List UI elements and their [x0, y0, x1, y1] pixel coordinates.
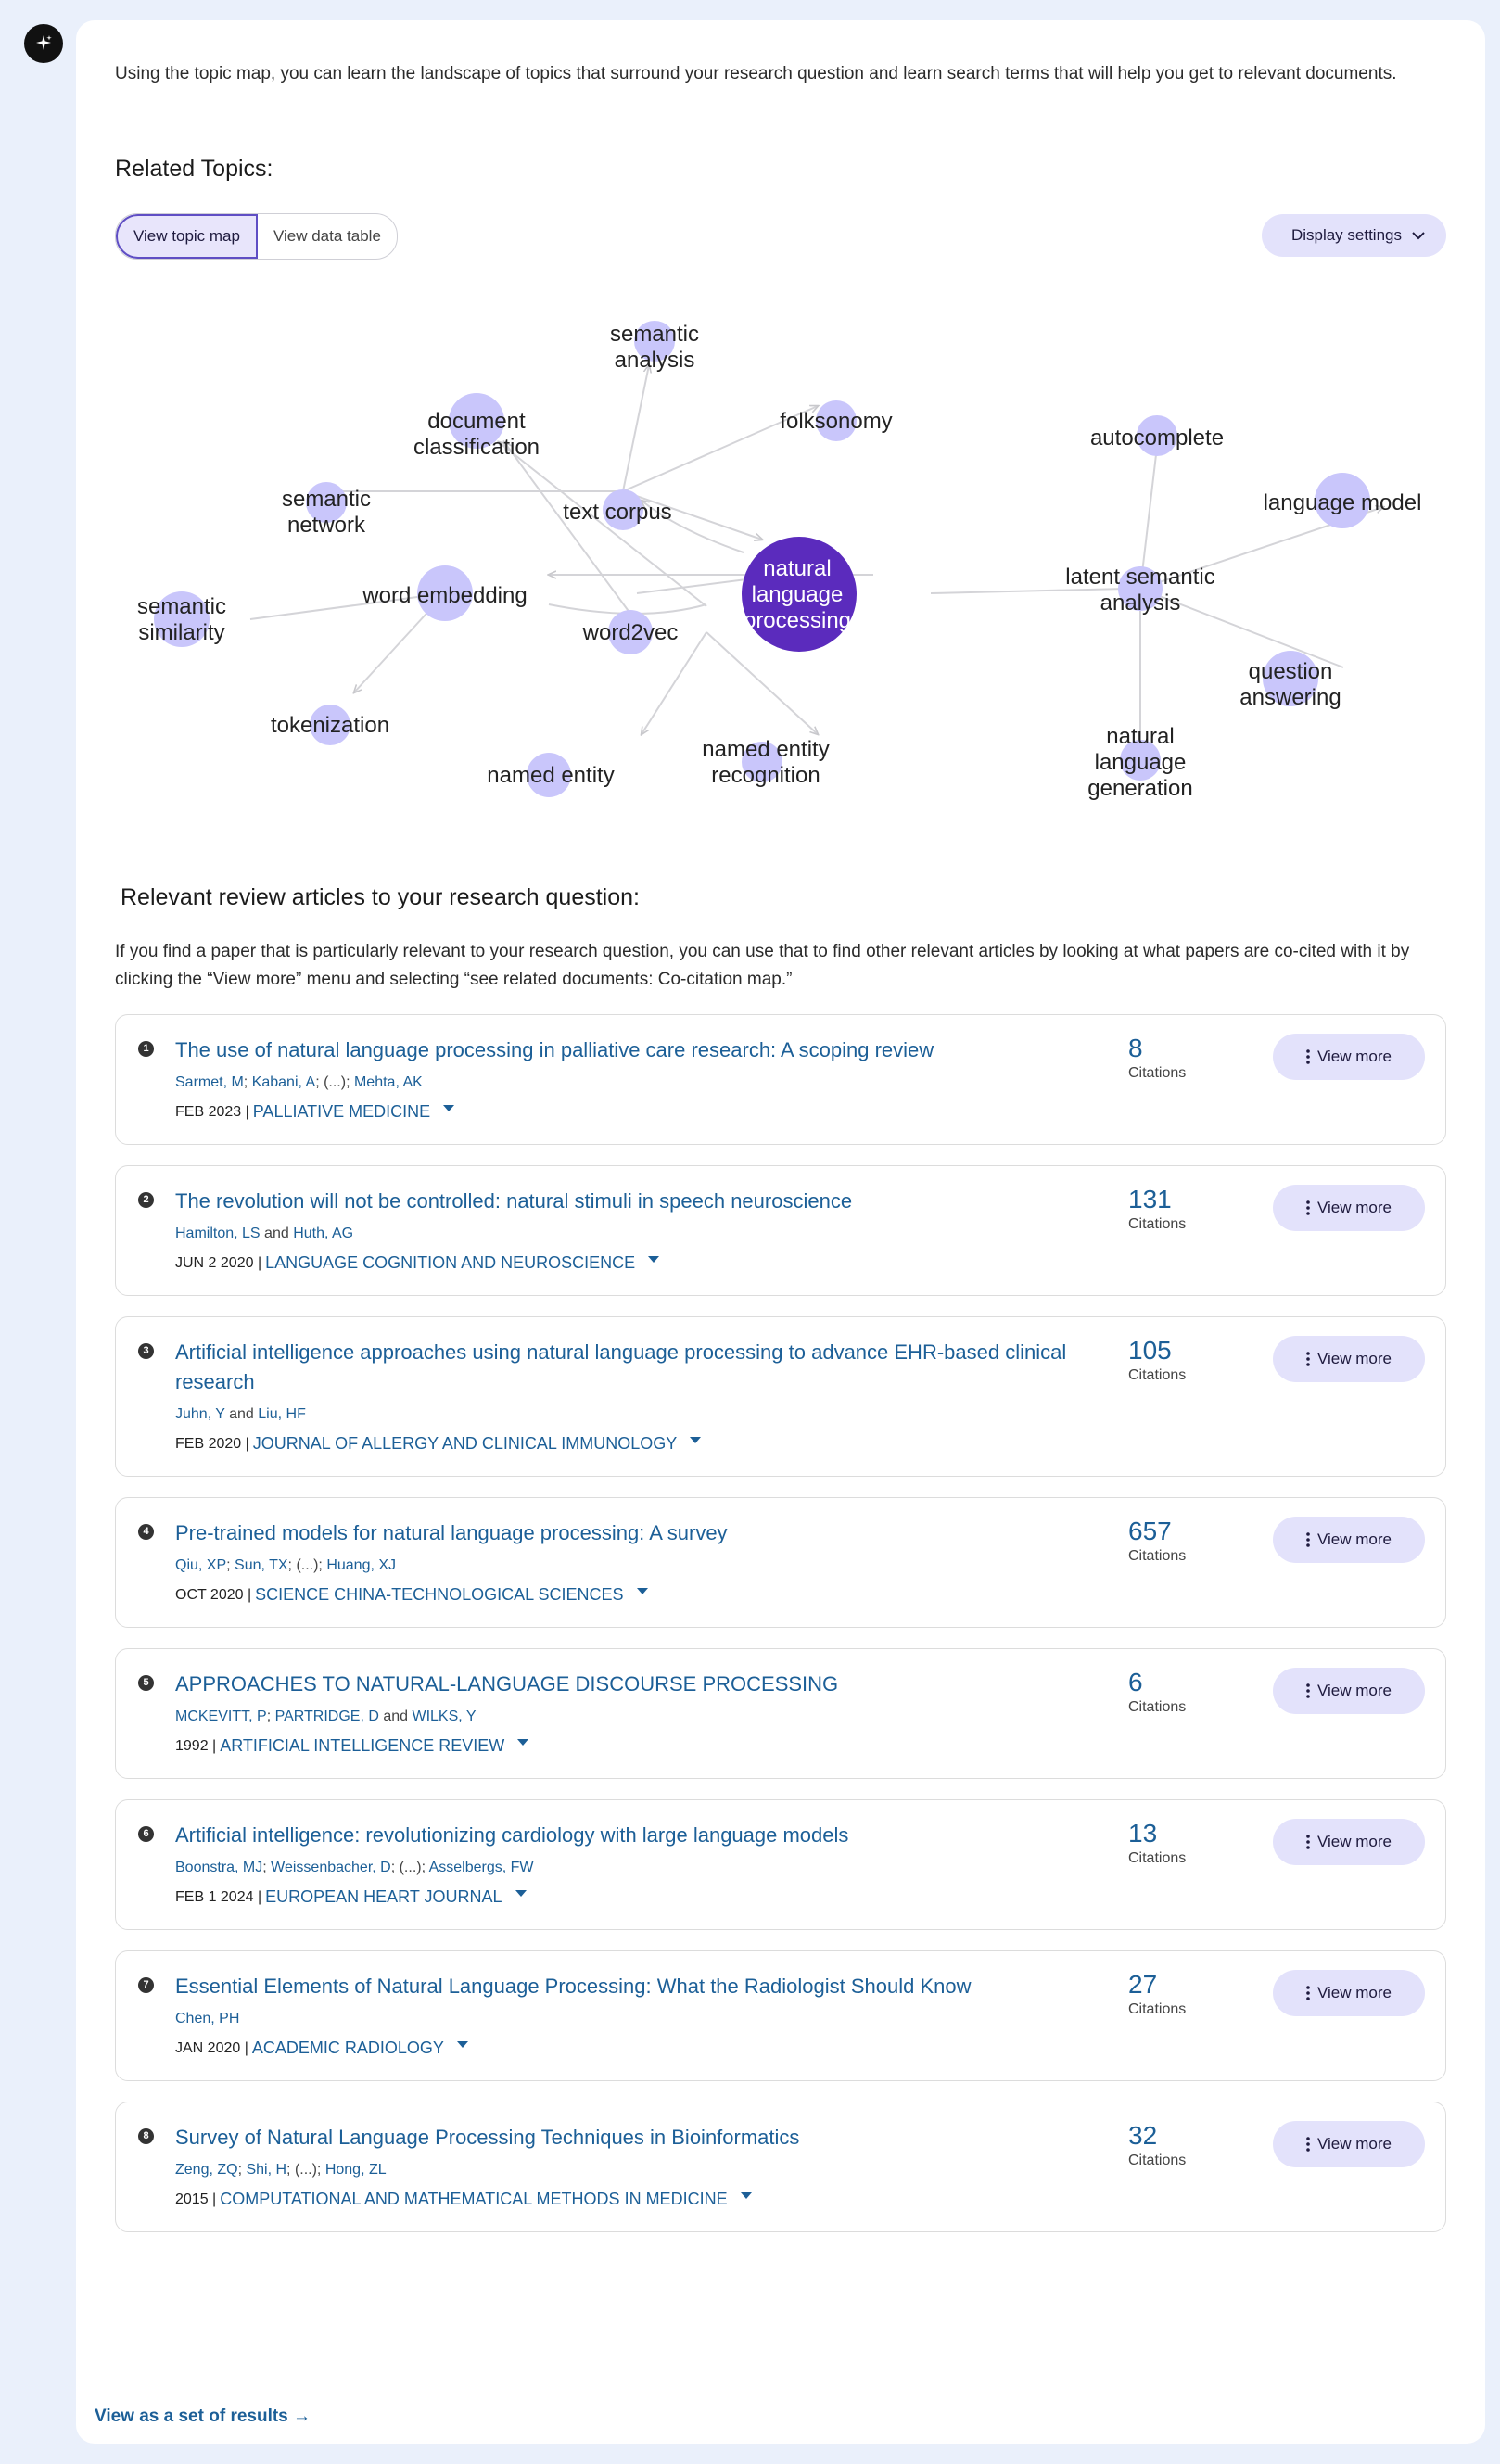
article-authors	[175, 1074, 1423, 1091]
ai-sparkle-icon[interactable]	[24, 24, 63, 63]
author-link[interactable]: Kabani, A	[251, 1074, 316, 1090]
author-link[interactable]: Zeng, ZQ	[175, 2162, 238, 2178]
author-link[interactable]: Hong, ZL	[324, 2162, 387, 2178]
topic-text-corpus[interactable]: text corpus	[563, 500, 672, 525]
article-date: 2015 |	[175, 2191, 217, 2207]
view-more-button[interactable]	[1273, 1185, 1425, 1231]
caret-down-icon[interactable]	[648, 1256, 659, 1263]
article-journal[interactable]: COMPUTATIONAL AND MATHEMATICAL METHODS IN MEDICINE	[220, 2190, 728, 2208]
topic-named-entity[interactable]: named entity	[487, 763, 615, 788]
view-more-label: View more	[1317, 2135, 1392, 2153]
article-authors	[175, 1708, 1423, 1725]
article-journal[interactable]: EUROPEAN HEART JOURNAL	[265, 1887, 502, 1906]
view-more-label: View more	[1317, 1199, 1392, 1216]
article-card	[115, 1165, 1446, 1296]
view-more-label: View more	[1317, 1350, 1392, 1367]
citation-label: Citations	[1128, 1216, 1187, 1232]
article-number: 2	[138, 1192, 154, 1208]
topic-named-entity-recognition[interactable]: named entity recognition	[702, 737, 830, 788]
view-data-table-button[interactable]: View data table	[273, 227, 381, 245]
view-more-label: View more	[1317, 1984, 1392, 2001]
author-link[interactable]: Asselbergs, FW	[428, 1860, 534, 1875]
author-separator: ; (...);	[315, 1074, 354, 1090]
topic-language-model[interactable]: language model	[1263, 490, 1422, 515]
article-citations	[1128, 1334, 1186, 1384]
article-date: 1992 |	[175, 1737, 217, 1754]
author-link[interactable]: MCKEVITT, P	[175, 1708, 267, 1724]
results-card	[76, 20, 1485, 2444]
review-articles-title: Relevant review articles to your research question:	[121, 884, 640, 910]
citation-label: Citations	[1128, 1548, 1187, 1564]
article-citations	[1128, 2119, 1186, 2169]
article-date: FEB 2020 |	[175, 1435, 249, 1452]
article-meta	[175, 1887, 1423, 1907]
article-authors	[175, 1557, 1423, 1574]
caret-down-icon[interactable]	[637, 1588, 648, 1594]
citation-count[interactable]: 105	[1128, 1336, 1172, 1365]
author-link[interactable]: Huang, XJ	[326, 1557, 397, 1573]
article-citations	[1128, 1817, 1186, 1867]
article-authors	[175, 1226, 1423, 1242]
author-link[interactable]: WILKS, Y	[412, 1708, 477, 1724]
citation-count[interactable]: 657	[1128, 1517, 1172, 1545]
author-link[interactable]: Chen, PH	[175, 2011, 240, 2026]
kebab-menu-icon	[1306, 1352, 1310, 1366]
topic-tokenization[interactable]: tokenization	[270, 713, 390, 738]
intro-text: Using the topic map, you can learn the landscape of topics that surround your research question and learn search terms that will help you get to relevant documents.	[115, 64, 1397, 83]
citation-count[interactable]: 131	[1128, 1185, 1172, 1213]
topic-semantic-analysis[interactable]: semantic analysis	[609, 322, 700, 373]
related-topics-title: Related Topics:	[115, 156, 273, 182]
view-as-set-link[interactable]: View as a set of results →	[95, 2407, 311, 2426]
article-citations	[1128, 1032, 1186, 1082]
article-title[interactable]: The revolution will not be controlled: natural stimuli in speech neuroscience	[175, 1189, 853, 1213]
article-authors	[175, 2162, 1423, 2178]
article-number: 3	[138, 1343, 154, 1359]
view-more-button[interactable]	[1273, 1819, 1425, 1865]
article-card	[115, 1316, 1446, 1477]
article-date: FEB 2023 |	[175, 1103, 249, 1120]
citation-count[interactable]: 6	[1128, 1668, 1143, 1696]
author-separator: ;	[237, 2162, 247, 2178]
article-number: 5	[138, 1675, 154, 1691]
topic-natural-language-processing[interactable]: natural language processing	[743, 556, 852, 633]
article-meta	[175, 2039, 1423, 2058]
topic-latent-semantic-analysis[interactable]: latent semantic analysis	[1065, 565, 1215, 616]
author-link[interactable]: Liu, HF	[258, 1406, 306, 1422]
article-meta	[175, 1434, 1423, 1454]
article-authors	[175, 2011, 1423, 2027]
citation-label: Citations	[1128, 1367, 1187, 1383]
article-citations	[1128, 1515, 1186, 1565]
article-number: 7	[138, 1977, 154, 1993]
caret-down-icon[interactable]	[457, 2041, 468, 2048]
author-link[interactable]: Boonstra, MJ	[175, 1860, 263, 1875]
article-title[interactable]: Artificial intelligence approaches using natural language processing to advance EHR-based clinical research	[175, 1340, 1067, 1393]
article-card	[115, 1497, 1446, 1628]
article-authors	[175, 1860, 1423, 1876]
caret-down-icon[interactable]	[517, 1739, 528, 1746]
citation-label: Citations	[1128, 2153, 1187, 2168]
view-topic-map-button[interactable]: View topic map	[116, 214, 258, 259]
topic-map[interactable]	[76, 289, 1485, 836]
view-more-button[interactable]	[1273, 1336, 1425, 1382]
kebab-menu-icon	[1306, 1683, 1310, 1698]
author-link[interactable]: Mehta, AK	[353, 1074, 423, 1090]
author-link[interactable]: Shi, H	[246, 2162, 287, 2178]
article-citations	[1128, 1183, 1186, 1233]
citation-count[interactable]: 32	[1128, 2121, 1158, 2150]
article-card	[115, 1799, 1446, 1930]
author-separator: ;	[262, 1860, 272, 1875]
article-date: JUN 2 2020 |	[175, 1254, 262, 1271]
citation-label: Citations	[1128, 1065, 1187, 1081]
article-card	[115, 1950, 1446, 2081]
chevron-down-icon	[1411, 231, 1426, 240]
author-separator: ;	[266, 1708, 275, 1724]
article-date: OCT 2020 |	[175, 1586, 252, 1603]
view-more-label: View more	[1317, 1048, 1392, 1065]
kebab-menu-icon	[1306, 1986, 1310, 2000]
author-link[interactable]: Sarmet, M	[175, 1074, 244, 1090]
topic-word-embedding[interactable]: word embedding	[362, 583, 528, 608]
article-meta	[175, 1585, 1423, 1605]
article-number: 4	[138, 1524, 154, 1540]
view-more-button[interactable]	[1273, 1517, 1425, 1563]
view-more-button[interactable]	[1273, 1668, 1425, 1714]
display-settings-label: Display settings	[1290, 226, 1402, 244]
kebab-menu-icon	[1306, 1049, 1310, 1064]
article-title[interactable]: Essential Elements of Natural Language Processing: What the Radiologist Should Know	[175, 1975, 972, 1998]
author-separator: ; (...);	[287, 1557, 327, 1573]
author-separator: and	[224, 1406, 259, 1422]
article-title[interactable]: Survey of Natural Language Processing Techniques in Bioinformatics	[175, 2126, 800, 2149]
author-separator: ;	[243, 1074, 252, 1090]
kebab-menu-icon	[1306, 1835, 1310, 1849]
topic-autocomplete[interactable]: autocomplete	[1089, 425, 1225, 451]
citation-count[interactable]: 8	[1128, 1034, 1143, 1062]
view-more-label: View more	[1317, 1530, 1392, 1548]
author-separator: and	[260, 1226, 294, 1241]
article-card	[115, 1014, 1446, 1145]
article-journal[interactable]: ACADEMIC RADIOLOGY	[251, 2039, 444, 2057]
view-more-label: View more	[1317, 1833, 1392, 1850]
author-link[interactable]: Weissenbacher, D	[271, 1860, 391, 1875]
article-title[interactable]: The use of natural language processing in palliative care research: A scoping review	[175, 1038, 934, 1061]
sparkle-icon	[32, 32, 55, 55]
article-journal[interactable]: SCIENCE CHINA-TECHNOLOGICAL SCIENCES	[255, 1585, 624, 1604]
citation-label: Citations	[1128, 1850, 1187, 1866]
topic-document-classification[interactable]: document classification	[413, 409, 540, 460]
article-title[interactable]: APPROACHES TO NATURAL-LANGUAGE DISCOURSE PROCESSING	[175, 1672, 839, 1696]
author-separator: ; (...);	[390, 1860, 429, 1875]
view-toggle	[115, 213, 398, 260]
author-link[interactable]: Huth, AG	[293, 1226, 354, 1241]
topic-natural-language-generation[interactable]: natural language generation	[1087, 724, 1193, 801]
topic-question-answering[interactable]: question answering	[1239, 659, 1341, 710]
citation-label: Citations	[1128, 1699, 1187, 1715]
author-separator: and	[378, 1708, 413, 1724]
view-more-button[interactable]	[1273, 1034, 1425, 1080]
author-link[interactable]: PARTRIDGE, D	[274, 1708, 379, 1724]
article-meta	[175, 1253, 1423, 1273]
article-card	[115, 2102, 1446, 2232]
view-more-label: View more	[1317, 1682, 1392, 1699]
kebab-menu-icon	[1306, 1200, 1310, 1215]
topic-semantic-similarity[interactable]: semantic similarity	[136, 594, 227, 645]
article-title[interactable]: Artificial intelligence: revolutionizing cardiology with large language models	[175, 1823, 849, 1847]
display-settings-button[interactable]	[1262, 214, 1446, 257]
article-journal[interactable]: LANGUAGE COGNITION AND NEUROSCIENCE	[265, 1253, 636, 1272]
caret-down-icon[interactable]	[443, 1105, 454, 1111]
topic-folksonomy[interactable]: folksonomy	[780, 409, 893, 434]
article-date: FEB 1 2024 |	[175, 1888, 262, 1905]
article-card	[115, 1648, 1446, 1779]
article-number: 6	[138, 1826, 154, 1842]
view-more-button[interactable]	[1273, 1970, 1425, 2016]
article-meta	[175, 2190, 1423, 2209]
citation-count[interactable]: 27	[1128, 1970, 1158, 1999]
author-separator: ;	[226, 1557, 235, 1573]
article-meta	[175, 1736, 1423, 1756]
article-journal[interactable]: JOURNAL OF ALLERGY AND CLINICAL IMMUNOLOGY	[252, 1434, 678, 1453]
author-separator: ; (...);	[286, 2162, 325, 2178]
article-number: 1	[138, 1041, 154, 1057]
author-link[interactable]: Qiu, XP	[175, 1557, 227, 1573]
topic-semantic-network[interactable]: semantic network	[281, 487, 372, 538]
article-date: JAN 2020 |	[175, 2039, 248, 2056]
review-articles-description: If you find a paper that is particularly relevant to your research question, you can use that to find other relevant articles by looking at what papers are co-cited with it by clicking the “View more” menu and selecting “see related documents: Co-citation map.”	[115, 942, 1410, 989]
topic-word2vec[interactable]: word2vec	[582, 620, 679, 645]
caret-down-icon[interactable]	[690, 1437, 701, 1443]
article-authors	[175, 1406, 1423, 1423]
kebab-menu-icon	[1306, 2137, 1310, 2152]
article-meta	[175, 1102, 1423, 1122]
citation-count[interactable]: 13	[1128, 1819, 1158, 1848]
article-title[interactable]: Pre-trained models for natural language processing: A survey	[175, 1521, 728, 1544]
article-journal[interactable]: ARTIFICIAL INTELLIGENCE REVIEW	[220, 1736, 505, 1755]
citation-label: Citations	[1128, 2001, 1187, 2017]
author-link[interactable]: Hamilton, LS	[175, 1226, 261, 1241]
article-citations	[1128, 1666, 1186, 1716]
author-link[interactable]: Sun, TX	[235, 1557, 288, 1573]
kebab-menu-icon	[1306, 1532, 1310, 1547]
article-journal[interactable]: PALLIATIVE MEDICINE	[252, 1102, 431, 1121]
view-more-button[interactable]	[1273, 2121, 1425, 2167]
caret-down-icon[interactable]	[515, 1890, 527, 1897]
article-list	[115, 1014, 1446, 2253]
article-number: 8	[138, 2128, 154, 2144]
caret-down-icon[interactable]	[741, 2192, 752, 2199]
article-citations	[1128, 1968, 1186, 2018]
author-link[interactable]: Juhn, Y	[175, 1406, 225, 1422]
